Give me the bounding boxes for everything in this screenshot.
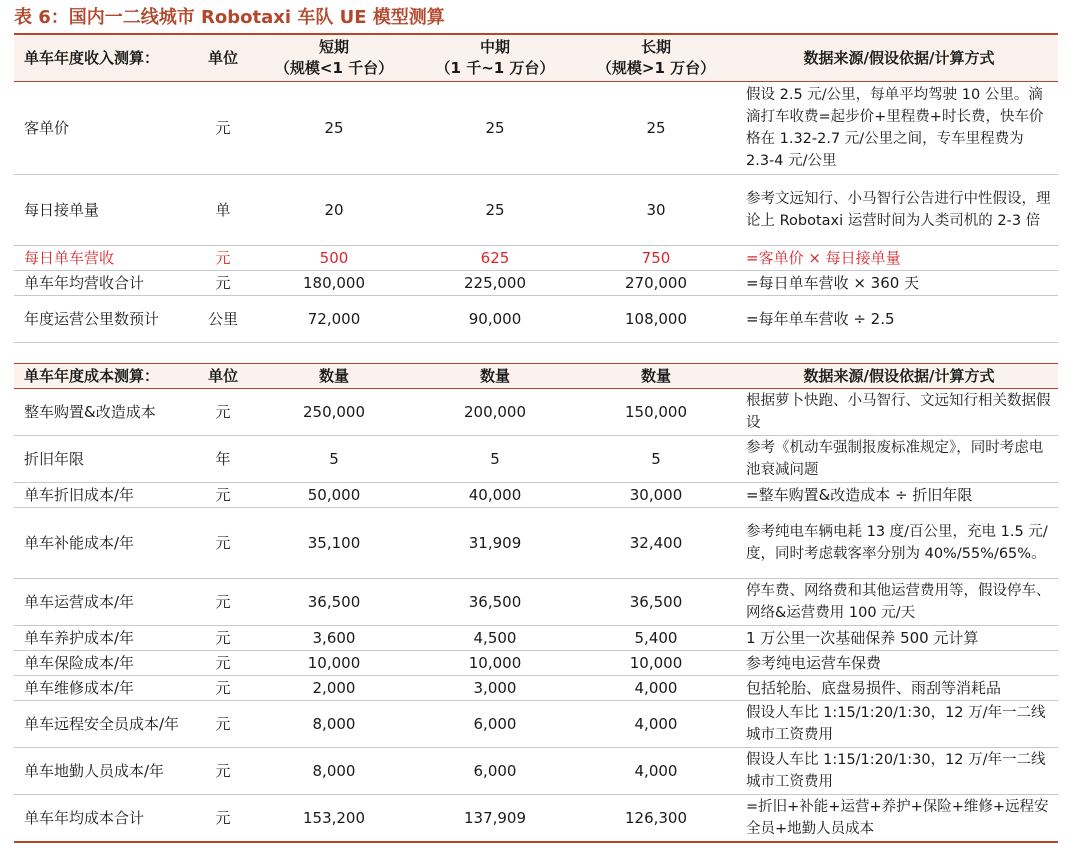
revenue-row-item: 客单价 [24,118,70,137]
revenue-row-source: =每年单车营收 ÷ 2.5 [746,309,895,328]
cost-row-mid: 10,000 [468,653,522,672]
revenue-row-source: =客单价 × 每日接单量 [746,248,901,267]
revenue-row-mid: 225,000 [463,273,527,292]
cost-row-source: 参考《机动车强制报废标准规定》，同时考虑电池衰减问题 [746,440,1044,478]
revenue-row-item: 年度运营公里数预计 [24,309,160,328]
revenue-row-long: 270,000 [624,273,688,292]
cost-row-long: 5,400 [634,628,678,647]
header-short-sub: （规模<1 千台） [274,59,394,77]
revenue-row-mid: 25 [485,200,505,219]
cost-row-source: 参考纯电运营车保费 [746,653,882,672]
cost-row-long: 32,400 [629,533,683,552]
cost-row-short: 3,600 [312,628,356,647]
revenue-row-item: 单车年均营收合计 [24,273,145,292]
cost-row-source: =折旧+补能+运营+养护+保险+维修+远程安全员+地勤人员成本 [746,799,1049,837]
bottom-rule [14,841,1058,843]
cost-row-mid: 5 [490,449,500,468]
revenue-header-item: 单车年度收入测算： [24,48,160,67]
cost-row-long: 126,300 [624,808,688,827]
cost-row-item: 单车维修成本/年 [24,678,135,697]
cost-row-item: 整车购置&改造成本 [24,402,156,421]
revenue-row-mid: 625 [480,248,510,267]
revenue-row-unit: 元 [215,248,231,267]
cost-row-unit: 元 [215,533,231,552]
revenue-row-short: 72,000 [307,309,361,328]
cost-row-short: 35,100 [307,533,361,552]
cost-row-mid: 40,000 [468,485,522,504]
cost-row-mid: 4,500 [473,628,517,647]
cost-row-mid: 200,000 [463,402,527,421]
cost-row-short: 8,000 [312,714,356,733]
revenue-row-item: 每日单车营收 [24,248,115,267]
section-end-rule [14,342,1058,343]
revenue-row-long: 108,000 [624,309,688,328]
revenue-row-short: 20 [324,200,344,219]
cost-row-long: 4,000 [634,678,678,697]
cost-row-source: 包括轮胎、底盘易损件、雨刮等消耗品 [746,678,1002,697]
cost-row-item: 单车远程安全员成本/年 [24,714,180,733]
cost-row-source: 根据萝卜快跑、小马智行、文远知行相关数据假设 [746,393,1051,431]
header-mid-sub: （1 千~1 万台） [435,59,555,77]
cost-row-unit: 元 [215,761,231,780]
header-mid-label: 中期 [479,38,510,56]
revenue-row-source: =每日单车营收 × 360 天 [746,273,920,292]
revenue-row-short: 25 [324,118,344,137]
cost-row-item: 折旧年限 [24,449,85,468]
cost-row-source: 1 万公里一次基础保养 500 元计算 [746,628,979,647]
cost-row-short: 36,500 [307,592,361,611]
cost-row-mid: 137,909 [463,808,527,827]
cost-row-unit: 元 [215,678,231,697]
cost-row-long: 4,000 [634,714,678,733]
cost-row-item: 单车地勤人员成本/年 [24,761,165,780]
cost-row-mid: 36,500 [468,592,522,611]
cost-row-unit: 元 [215,653,231,672]
table-title: 表 6：国内一二线城市 Robotaxi 车队 UE 模型测算 [14,7,445,28]
cost-row-unit: 元 [215,485,231,504]
cost-row-source: 参考纯电车辆电耗 13 度/百公里，充电 1.5 元/度，同时考虑载客率分别为 40%/55%/65%。 [746,524,1048,562]
revenue-row-short: 500 [319,248,349,267]
cost-row-item: 单车年均成本合计 [24,808,145,827]
cost-row-long: 10,000 [629,653,683,672]
revenue-row-short: 180,000 [302,273,366,292]
revenue-row-item: 每日接单量 [24,200,100,219]
revenue-row-long: 750 [641,248,671,267]
revenue-header-source: 数据来源/假设依据/计算方式 [803,48,995,67]
revenue-header-short [254,35,414,81]
cost-row-source: 停车费、网络费和其他运营费用等，假设停车、网络&运营费用 100 元/天 [746,583,1051,621]
header-short-label: 短期 [318,38,349,56]
cost-row-short: 250,000 [302,402,366,421]
revenue-row-unit: 元 [215,273,231,292]
cost-row-short: 10,000 [307,653,361,672]
cost-row-mid: 6,000 [473,714,517,733]
cost-row-source: =整车购置&改造成本 ÷ 折旧年限 [746,485,973,504]
cost-row-short: 50,000 [307,485,361,504]
revenue-row-source: 假设 2.5 元/公里，每单平均驾驶 10 公里。滴滴打车收费=起步价+里程费+时长费，快车价格在 1.32-2.7 元/公里之间，专车里程费为 2.3-4 元/公里 [746,87,1044,169]
revenue-header-unit: 单位 [207,48,238,67]
cost-row-short: 153,200 [302,808,366,827]
cost-header-unit: 单位 [207,366,238,385]
cost-header-short: 数量 [318,366,349,385]
cost-row-mid: 6,000 [473,761,517,780]
revenue-row-source: 参考文远知行、小马智行公告进行中性假设，理论上 Robotaxi 运营时间为人类司机的 2-3 倍 [746,191,1051,229]
cost-row-mid: 3,000 [473,678,517,697]
header-long-sub: （规模>1 万台） [596,59,716,77]
revenue-row-unit: 单 [215,200,231,219]
cost-row-unit: 年 [215,449,231,468]
cost-row-item: 单车运营成本/年 [24,592,135,611]
cost-row-long: 5 [651,449,661,468]
cost-row-long: 4,000 [634,761,678,780]
revenue-row-long: 30 [646,200,666,219]
revenue-row-mid: 25 [485,118,505,137]
cost-header-source: 数据来源/假设依据/计算方式 [803,366,995,385]
header-long-label: 长期 [640,38,671,56]
cost-row-unit: 元 [215,808,231,827]
revenue-header-mid [414,35,576,81]
cost-row-short: 8,000 [312,761,356,780]
cost-header-mid: 数量 [479,366,510,385]
cost-row-long: 30,000 [629,485,683,504]
cost-row-short: 2,000 [312,678,356,697]
cost-row-source: 假设人车比 1:15/1:20/1:30，12 万/年一二线城市工资费用 [746,705,1046,743]
revenue-row-unit: 元 [215,118,231,137]
cost-header-long: 数量 [640,366,671,385]
cost-row-item: 单车补能成本/年 [24,533,135,552]
cost-row-short: 5 [329,449,339,468]
cost-row-unit: 元 [215,628,231,647]
revenue-row-mid: 90,000 [468,309,522,328]
cost-header-item: 单车年度成本测算： [24,366,160,385]
revenue-row-long: 25 [646,118,666,137]
cost-row-source: 假设人车比 1:15/1:20/1:30，12 万/年一二线城市工资费用 [746,752,1046,790]
cost-row-unit: 元 [215,402,231,421]
cost-row-long: 150,000 [624,402,688,421]
cost-row-unit: 元 [215,592,231,611]
cost-row-item: 单车保险成本/年 [24,653,135,672]
cost-row-long: 36,500 [629,592,683,611]
cost-row-item: 单车养护成本/年 [24,628,135,647]
revenue-header-long [576,35,736,81]
revenue-row-unit: 公里 [207,309,238,328]
cost-row-unit: 元 [215,714,231,733]
cost-row-mid: 31,909 [468,533,522,552]
cost-row-item: 单车折旧成本/年 [24,485,135,504]
